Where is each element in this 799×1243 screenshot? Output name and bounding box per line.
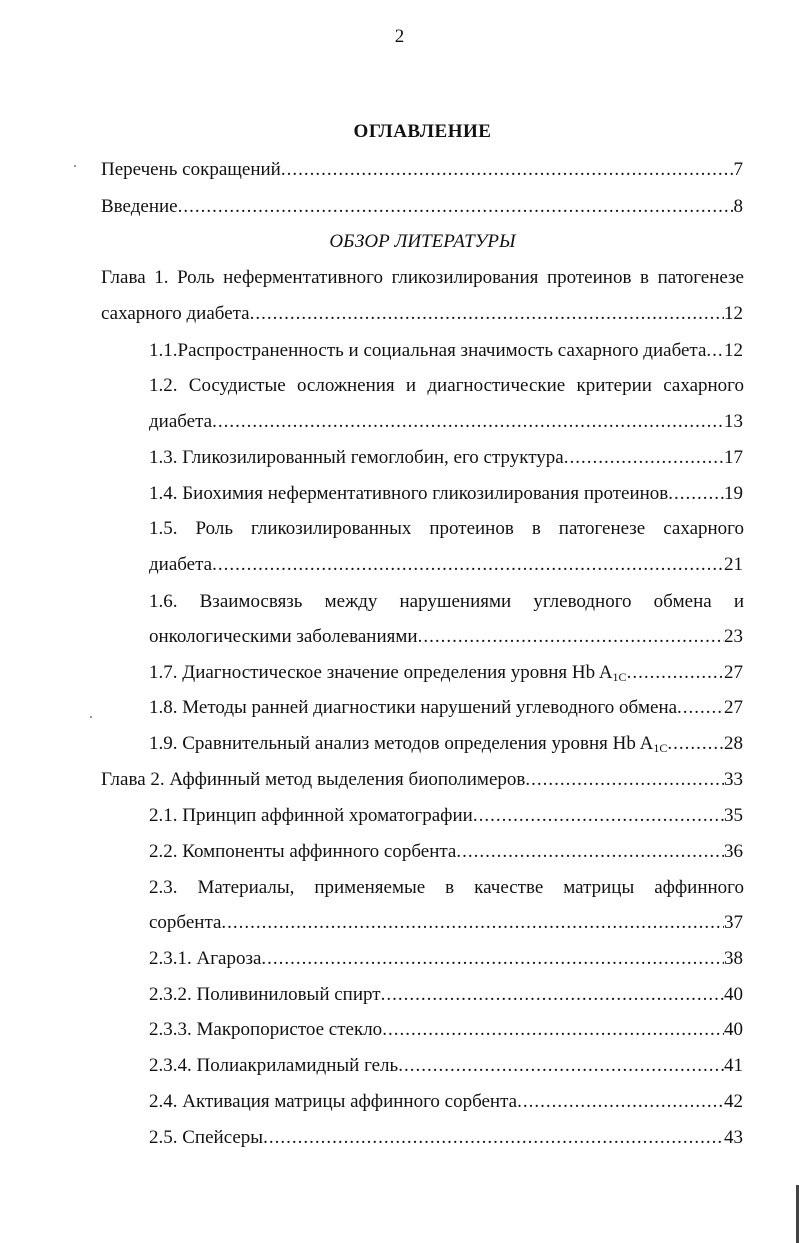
- toc-entry-page: 42: [724, 1091, 743, 1112]
- leader-dots: [706, 339, 724, 363]
- toc-entry-page: 38: [724, 948, 743, 969]
- toc-entry-2-5[interactable]: [149, 1126, 743, 1150]
- toc-entry-1-2[interactable]: [149, 410, 743, 434]
- leader-dots: [418, 625, 724, 649]
- subscript: 1C: [612, 670, 627, 684]
- leader-dots: [250, 302, 724, 326]
- toc-entry-1-6-line1[interactable]: 1.6. Взаимосвязь между нарушениями углеводного обмена и: [149, 591, 744, 612]
- toc-entry-page: 35: [724, 805, 743, 826]
- leader-dots: [178, 195, 734, 219]
- toc-entry-1-6[interactable]: [149, 625, 743, 649]
- toc-entry-2-3-3[interactable]: [149, 1018, 743, 1042]
- toc-entry-1-8[interactable]: [149, 696, 743, 720]
- leader-dots: [381, 983, 724, 1007]
- toc-entry-label: 2.3.1. Агароза: [149, 948, 262, 969]
- leader-dots: [473, 804, 724, 828]
- leader-dots: [212, 553, 724, 577]
- leader-dots: [564, 446, 724, 470]
- leader-dots: [517, 1090, 724, 1114]
- toc-entry-1-4[interactable]: [149, 482, 743, 506]
- toc-entry-2-3-4[interactable]: [149, 1054, 743, 1078]
- toc-entry-2-3[interactable]: [149, 911, 743, 935]
- toc-title: ОГЛАВЛЕНИЕ: [353, 121, 492, 142]
- toc-entry-introduction[interactable]: [101, 195, 743, 219]
- toc-entry-1-7[interactable]: [149, 661, 743, 685]
- toc-entry-page: 36: [724, 841, 743, 862]
- toc-entry-label: сорбента: [149, 912, 222, 933]
- leader-dots: [667, 732, 724, 756]
- leader-dots: [668, 482, 724, 506]
- leader-dots: [456, 840, 724, 864]
- toc-entry-page: 27: [724, 662, 743, 683]
- toc-entry-label: Глава 2. Аффинный метод выделения биополимеров: [101, 769, 526, 790]
- toc-entry-label: 2.3.3. Макропористое стекло: [149, 1019, 383, 1040]
- section-title: ОБЗОР ЛИТЕРАТУРЫ: [329, 231, 516, 252]
- toc-entry-label: 1.1.Распространенность и социальная значимость сахарного диабета: [149, 340, 707, 361]
- toc-entry-page: 28: [724, 733, 743, 754]
- toc-entry-label: Перечень сокращений: [101, 159, 281, 180]
- toc-entry-label: 2.3.4. Полиакриламидный гель: [149, 1055, 399, 1076]
- toc-entry-2-3-line1[interactable]: 2.3. Материалы, применяемые в качестве матрицы аффинного: [149, 877, 744, 898]
- toc-entry-label: диабета: [149, 554, 213, 575]
- leader-dots: [398, 1054, 724, 1078]
- toc-entry-label: 1.8. Методы ранней диагностики нарушений углеводного обмена: [149, 697, 678, 718]
- toc-entry-2-3-1[interactable]: [149, 947, 743, 971]
- toc-entry-label: 2.1. Принцип аффинной хроматографии: [149, 805, 473, 826]
- toc-entry-1-9[interactable]: [149, 732, 743, 756]
- leader-dots: [627, 661, 724, 685]
- toc-entry-1-5-line1[interactable]: 1.5. Роль гликозилированных протеинов в патогенезе сахарного: [149, 518, 744, 539]
- toc-entry-page: 7: [733, 159, 743, 180]
- toc-entry-page: 8: [733, 196, 743, 217]
- toc-entry-page: 37: [724, 912, 743, 933]
- toc-entry-page: 12: [724, 340, 743, 361]
- scan-speck: [74, 165, 76, 167]
- toc-entry-chapter-2[interactable]: [101, 768, 743, 792]
- toc-entry-page: 40: [724, 984, 743, 1005]
- toc-entry-page: 33: [724, 769, 743, 790]
- toc-entry-label: сахарного диабета: [101, 303, 250, 324]
- toc-entry-2-2[interactable]: [149, 840, 743, 864]
- leader-dots: [281, 158, 734, 182]
- toc-entry-abbreviations[interactable]: [101, 158, 743, 182]
- toc-entry-1-5[interactable]: [149, 553, 743, 577]
- toc-entry-label: 2.2. Компоненты аффинного сорбента: [149, 841, 457, 862]
- leader-dots: [263, 1126, 724, 1150]
- toc-entry-label: 2.5. Спейсеры: [149, 1127, 264, 1148]
- toc-entry-label: 1.3. Гликозилированный гемоглобин, его структура: [149, 447, 564, 468]
- toc-entry-chapter-1-line1[interactable]: Глава 1. Роль неферментативного гликозилирования протеинов в патогенезе: [101, 267, 744, 288]
- toc-entry-1-1[interactable]: [149, 339, 743, 363]
- toc-entry-label: 1.4. Биохимия неферментативного гликозилирования протеинов: [149, 483, 669, 504]
- subscript: 1C: [653, 741, 668, 755]
- toc-entry-1-3[interactable]: [149, 446, 743, 470]
- toc-entry-page: 40: [724, 1019, 743, 1040]
- toc-entry-label: 1.7. Диагностическое значение определения уровня Hb $A_{1C}$: [149, 662, 627, 684]
- leader-dots: [212, 410, 724, 434]
- leader-dots: [382, 1018, 724, 1042]
- toc-entry-page: 43: [724, 1127, 743, 1148]
- toc-entry-label: 1.9. Сравнительный анализ методов определения уровня Hb $A_{1C}$: [149, 733, 668, 755]
- toc-entry-page: 19: [724, 483, 743, 504]
- toc-entry-label: 2.4. Активация матрицы аффинного сорбента: [149, 1091, 518, 1112]
- page-number: 2: [394, 26, 405, 47]
- toc-entry-label: Введение: [101, 196, 178, 217]
- toc-entry-chapter-1[interactable]: [101, 302, 743, 326]
- toc-entry-1-2-line1[interactable]: 1.2. Сосудистые осложнения и диагностические критерии сахарного: [149, 375, 744, 396]
- leader-dots: [261, 947, 724, 971]
- leader-dots: [525, 768, 724, 792]
- scan-speck: [90, 716, 92, 718]
- toc-entry-page: 27: [724, 697, 743, 718]
- toc-entry-2-1[interactable]: [149, 804, 743, 828]
- toc-entry-page: 21: [724, 554, 743, 575]
- toc-entry-page: 13: [724, 411, 743, 432]
- toc-entry-page: 17: [724, 447, 743, 468]
- toc-entry-label: 2.3.2. Поливиниловый спирт: [149, 984, 381, 1005]
- toc-entry-label: диабета: [149, 411, 213, 432]
- toc-entry-label: онкологическими заболеваниями: [149, 626, 418, 647]
- toc-entry-page: 12: [724, 303, 743, 324]
- toc-entry-2-4[interactable]: [149, 1090, 743, 1114]
- toc-entry-page: 23: [724, 626, 743, 647]
- toc-entry-page: 41: [724, 1055, 743, 1076]
- toc-entry-2-3-2[interactable]: [149, 983, 743, 1007]
- leader-dots: [221, 911, 724, 935]
- leader-dots: [677, 696, 724, 720]
